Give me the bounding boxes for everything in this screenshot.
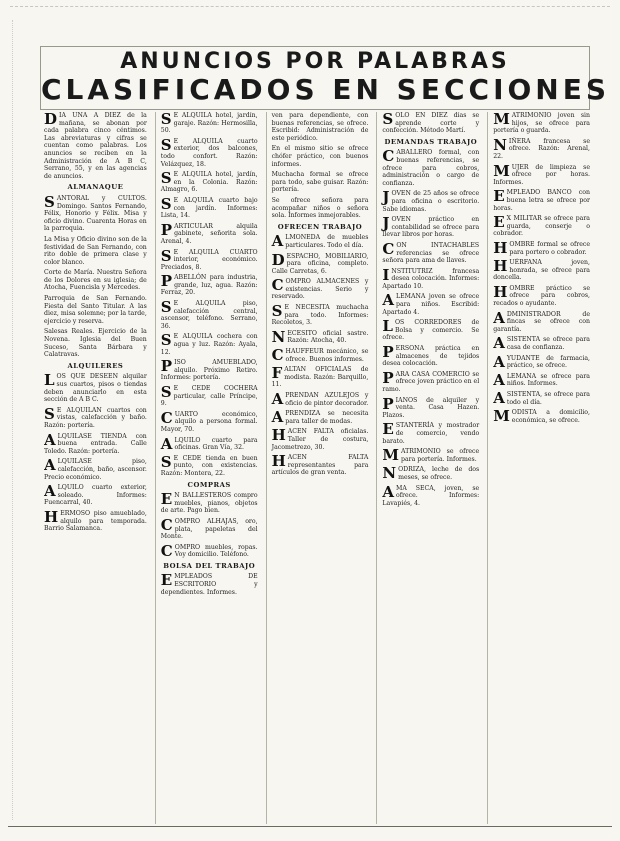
- ad-initial-letter: H: [271, 452, 286, 471]
- classified-ad: [493, 135, 590, 161]
- classified-ad: [382, 216, 479, 239]
- classified-ad: [161, 300, 258, 330]
- ad-text: OMPRO ALHAJAS, oro, plata, papeletas del Monte.: [160, 517, 258, 541]
- ad-initial-letter: L: [44, 371, 55, 390]
- ad-text: ODRIZA, leche de dos meses, se ofrece.: [398, 466, 480, 481]
- ad-text: IÑERA francesa se ofrece. Razón: Arenal, 22.: [493, 137, 590, 160]
- ad-text: OVEN de 25 años se ofrece para oficina o escritorio. Sabe idiomas.: [382, 190, 480, 213]
- classified-ad: [44, 112, 147, 180]
- classified-ad: [272, 234, 369, 249]
- ad-initial-letter: M: [493, 407, 510, 426]
- section-heading: COMPRAS: [187, 480, 231, 489]
- ad-text: ATRIMONIO joven sin hijos, se ofrece para portería o guarda.: [493, 112, 590, 135]
- ad-text: Parroquia de San Fernando. Fiesta del Santo Titular. A las diez, misa solemne; por la tarde, ejercicio y reserva.: [44, 295, 147, 325]
- ad-text: ESPACHO, MOBILIARIO, para oficina, completo. Calle Carretas, 6.: [271, 252, 369, 275]
- classified-ad: [44, 328, 147, 358]
- ad-text: ALTAN OFICIALAS de modista. Razón: Barquillo, 11.: [271, 366, 369, 389]
- classified-ad: [272, 304, 369, 327]
- classified-ad: [161, 274, 258, 297]
- ad-text: E ALQUILAN cuartos con vistas, calefacción y baño. Razón: portería.: [44, 406, 147, 429]
- classified-ad: [382, 190, 479, 213]
- ad-initial-letter: S: [44, 192, 55, 211]
- section-heading: ALMANAQUE: [67, 183, 124, 192]
- ad-text: OS QUE DESEEN alquilar sus cuartos, pisos o tiendas deben anunciarlo en esta sección de A B C.: [44, 373, 147, 404]
- ad-initial-letter: H: [493, 238, 508, 257]
- classified-ad: [272, 366, 369, 389]
- classified-ad: [272, 428, 369, 451]
- ad-text: LMONEDA de muebles particulares. Todo el día.: [285, 234, 369, 249]
- ad-text: SISTENTA se ofrece para casa de confianza.: [506, 336, 590, 352]
- column-2: [155, 112, 260, 824]
- ad-text: ÍA UNA A DIEZ de la mañana, se abonan por cada palabra cinco céntimos. Las abreviaturas y cifras se cuentan como palabras. Los anuncios se reciben en la Administración de A B C, Serrano, 55, y en las agencias de anuncios.: [44, 112, 147, 180]
- ad-text: UJER de limpieza se ofrece por horas. Informes.: [493, 163, 590, 186]
- ad-initial-letter: E: [493, 213, 505, 232]
- ad-text: ANTORAL y CULTOS. Domingo. Santos Fernando, Félix, Honorio y Félix. Misa y oficio divino. Cuarenta Horas en la parroquia.: [44, 194, 147, 233]
- ad-initial-letter: A: [382, 482, 395, 501]
- classified-ad: [382, 293, 479, 316]
- masthead-line-1: ANUNCIOS POR PALABRAS: [120, 49, 510, 74]
- ad-text: ODISTA a domicilio, económica, se ofrece.: [511, 409, 590, 424]
- ad-text: E CEDE COCHERA particular, calle Príncipe, 9.: [160, 385, 258, 408]
- classified-ad: [44, 269, 147, 292]
- ad-text: ON INTACHABLES referencias se ofrece señora para ama de llaves.: [382, 241, 480, 265]
- classified-ad: [160, 194, 258, 220]
- ad-initial-letter: E: [160, 490, 173, 509]
- ad-text: NSTITUTRIZ francesa desea colocación. Informes: Apartado 10.: [382, 267, 480, 290]
- ad-text: OVEN práctico en contabilidad se ofrece para llevar libros por horas.: [382, 216, 480, 239]
- section-heading: BOLSA DEL TRABAJO: [163, 561, 256, 570]
- classified-ad: [160, 434, 258, 453]
- classified-ad: [272, 171, 369, 194]
- ad-initial-letter: S: [160, 383, 172, 401]
- classified-ad: [160, 220, 258, 246]
- ad-initial-letter: A: [160, 434, 173, 453]
- ad-initial-letter: A: [493, 389, 505, 407]
- ad-initial-letter: S: [44, 404, 55, 423]
- classified-ad: [382, 448, 479, 463]
- classified-ad: [493, 409, 590, 424]
- ad-text: HAUFFEUR mecánico, se ofrece. Buenos informes.: [285, 348, 369, 363]
- section-heading: ALQUILERES: [67, 361, 124, 370]
- ad-initial-letter: S: [160, 452, 172, 471]
- ad-text: MA SECA, joven, se ofrece. Informes: Lavapiés, 4.: [382, 484, 480, 507]
- classified-ad: [161, 171, 258, 194]
- ad-text: Corte de María. Nuestra Señora de los Dolores en su iglesia; de Atocha, Fuencisla y Mercedes.: [44, 269, 147, 292]
- column-1: [44, 112, 149, 824]
- footer-rule: [8, 826, 612, 827]
- classified-ad: [272, 197, 369, 220]
- ad-text: OMBRE formal se ofrece para portero o cobrador.: [509, 240, 590, 256]
- ad-text: LEMANA se ofrece para niños. Informes.: [506, 372, 590, 388]
- classified-ad: [493, 259, 590, 282]
- classified-ad: [44, 192, 147, 233]
- classified-ad: [493, 352, 590, 371]
- classified-ad: [44, 373, 147, 403]
- ad-initial-letter: D: [44, 112, 58, 128]
- ad-initial-letter: P: [160, 357, 173, 376]
- ad-text: En el mismo sitio se ofrece chófer práctico, con buenos informes.: [271, 145, 369, 168]
- ad-initial-letter: A: [271, 232, 284, 251]
- ad-initial-letter: A: [271, 390, 284, 408]
- ad-text: ACEN FALTA representantes para artículos de gran venta.: [271, 454, 369, 477]
- ad-text: E ALQUILA hotel, jardín, en la Colonia. Razón: Almagro, 6.: [160, 171, 258, 194]
- classified-ad: [493, 189, 590, 212]
- ad-initial-letter: S: [160, 135, 172, 154]
- classified-ad: [44, 458, 147, 481]
- classified-ad: [271, 327, 369, 346]
- classified-ad: [271, 250, 369, 276]
- ad-initial-letter: C: [160, 515, 173, 534]
- ad-initial-letter: S: [160, 246, 172, 265]
- ad-text: MPLEADO BANCO con buena letra se ofrece por horas.: [493, 189, 590, 212]
- ad-initial-letter: N: [382, 464, 397, 483]
- classified-ad: [44, 236, 147, 266]
- top-decorative-border: [10, 6, 610, 21]
- classified-ad: [382, 345, 479, 368]
- ad-text: LQUILASE TIENDA con buena entrada. Calle Toledo. Razón: portería.: [44, 432, 147, 455]
- ad-initial-letter: J: [382, 188, 390, 207]
- ad-text: ERMOSO piso amueblado, alquilo para temporada. Barrio Salamanca.: [44, 509, 147, 533]
- ad-text: ARTICULAR alquila gabinete, señorita sola. Arenal, 4.: [160, 222, 258, 245]
- ad-text: E ALQUILA cuarto bajo con jardín. Informes: Lista, 14.: [160, 196, 258, 220]
- ad-text: E ALQUILA piso, calefacción central, ascensor, teléfono. Serrano, 36.: [160, 300, 258, 330]
- ad-text: E ALQUILA hotel, jardín, garaje. Razón: Hermosilla, 50.: [160, 112, 258, 135]
- ad-initial-letter: N: [271, 327, 286, 346]
- ad-text: ARA CASA COMERCIO se ofrece joven práctico en el ramo.: [382, 370, 480, 393]
- classified-ad: [382, 466, 479, 481]
- classified-ad: [272, 348, 369, 363]
- classified-ad: [272, 392, 369, 407]
- classified-ad: [493, 370, 590, 389]
- ad-initial-letter: C: [160, 541, 173, 560]
- ad-initial-letter: S: [160, 331, 172, 350]
- ad-initial-letter: A: [44, 482, 56, 501]
- ad-text: Salesas Reales. Ejercicio de la Novena. Iglesia del Buen Suceso, Santa Bárbara y Calatravas.: [44, 328, 147, 359]
- column-4: [376, 112, 481, 824]
- ad-initial-letter: M: [493, 112, 510, 128]
- ad-initial-letter: S: [382, 112, 394, 128]
- ad-initial-letter: D: [271, 250, 285, 269]
- classified-ad: [493, 215, 590, 238]
- ad-text: ABELLÓN para industria, grande, luz, agua. Razón: Ferraz, 20.: [160, 274, 258, 297]
- classified-ad: [44, 430, 147, 456]
- ad-text: OMPRO muebles, ropas. Voy domicilio. Teléfono.: [174, 543, 258, 559]
- classified-ad: [493, 308, 590, 334]
- classified-ad: [161, 385, 258, 408]
- ad-text: ACEN FALTA oficialas. Taller de costura, Jacometrezo, 30.: [271, 428, 369, 451]
- ad-initial-letter: E: [160, 571, 173, 590]
- section-masthead: [40, 46, 611, 110]
- ad-text: STANTERÍA y mostrador de comercio, vendo barato.: [382, 422, 480, 445]
- ad-initial-letter: F: [271, 364, 283, 383]
- ad-initial-letter: M: [493, 161, 510, 180]
- classified-ad: [160, 515, 258, 541]
- ad-text: PRENDAN AZULEJOS y oficio de pintor decorador.: [285, 392, 369, 407]
- classified-ad: [382, 368, 480, 394]
- ad-text: ECESITO oficial sastre. Razón: Atocha, 40.: [287, 329, 369, 345]
- classified-ad: [44, 404, 147, 430]
- ad-initial-letter: S: [160, 298, 172, 317]
- classified-ad: [161, 573, 258, 596]
- classified-ad: [160, 452, 258, 478]
- classified-ad: [382, 265, 480, 291]
- classified-ad: [160, 541, 258, 560]
- ad-initial-letter: P: [382, 394, 394, 413]
- classified-ad: [44, 295, 147, 325]
- ad-text: ÓLO EN DIEZ días se aprende corte y confección. Método Martí.: [382, 112, 480, 135]
- ad-text: OMPRO ALMACENES y existencias. Serio y reservado.: [271, 278, 369, 301]
- classified-ad: [161, 492, 258, 515]
- ad-initial-letter: A: [493, 334, 505, 353]
- ad-initial-letter: N: [493, 135, 507, 154]
- ad-text: SISTENTA, se ofrece para todo el día.: [506, 391, 590, 406]
- classified-ad: [493, 282, 590, 308]
- classified-ad: [272, 410, 369, 425]
- ad-text: La Misa y Oficio divino son de la festividad de San Fernando, con rito doble de primera clase y color blanco.: [44, 235, 147, 266]
- ad-initial-letter: L: [382, 317, 393, 336]
- ad-initial-letter: E: [382, 420, 394, 439]
- ad-text: MPLEADOS DE ESCRITORIO y dependientes. Informes.: [160, 573, 258, 596]
- classified-ad: [382, 394, 480, 420]
- ad-text: Muchacha formal se ofrece para todo, sabe guisar. Razón: portería.: [271, 171, 369, 194]
- ad-initial-letter: P: [160, 272, 173, 291]
- classified-ad: [44, 507, 147, 533]
- ad-initial-letter: C: [382, 147, 395, 166]
- ad-initial-letter: A: [271, 408, 284, 427]
- ad-initial-letter: J: [382, 214, 390, 233]
- ad-text: LEMANA joven se ofrece para niños. Escribid: Apartado 4.: [382, 293, 480, 316]
- classified-ad: [382, 149, 479, 187]
- ad-initial-letter: P: [160, 220, 173, 239]
- column-3: [266, 112, 371, 824]
- ad-initial-letter: S: [160, 169, 172, 188]
- ad-text: YUDANTE de farmacia, práctico, se ofrece.: [506, 354, 590, 370]
- classified-ad: [493, 238, 590, 257]
- ad-initial-letter: P: [382, 368, 394, 387]
- ad-initial-letter: A: [493, 352, 505, 371]
- classified-ad: [272, 145, 369, 168]
- ad-initial-letter: E: [493, 187, 505, 206]
- ad-initial-letter: P: [382, 343, 394, 362]
- ad-initial-letter: C: [382, 239, 395, 258]
- classified-ad: [272, 278, 369, 301]
- ad-text: X MILITAR se ofrece para guarda, conserje o cobrador.: [493, 215, 590, 238]
- classified-ad: [382, 319, 479, 342]
- section-heading: DEMANDAS TRABAJO: [384, 137, 478, 146]
- ad-initial-letter: A: [493, 370, 505, 389]
- classified-ad: [161, 333, 258, 356]
- ad-initial-letter: C: [271, 276, 284, 295]
- ad-text: UARTO económico, alquilo a persona formal. Mayor, 70.: [160, 410, 258, 433]
- column-5: [487, 112, 592, 824]
- ad-initial-letter: I: [382, 265, 390, 284]
- classified-ad: [44, 484, 147, 507]
- classified-ad: [382, 422, 479, 445]
- ad-text: IANOS de alquiler y venta. Casa Hazen. Plazos.: [382, 396, 480, 419]
- classified-ad: [493, 391, 590, 406]
- classified-ad: [382, 112, 479, 135]
- classified-ad: [493, 112, 590, 135]
- classified-ad: [161, 359, 258, 382]
- classified-ad: [382, 239, 480, 265]
- ad-text: E ALQUILA cuarto exterior, dos balcones, todo confort. Razón: Velázquez, 18.: [160, 137, 258, 168]
- ad-text: ATRIMONIO se ofrece para portería. Informes.: [401, 448, 480, 463]
- ad-text: E ALQUILA cochera con agua y luz. Razón: Ayala, 12.: [160, 333, 258, 356]
- classified-ad: [160, 246, 258, 272]
- classified-ad: [160, 408, 258, 434]
- ad-text: DMINISTRADOR de fincas se ofrece con garantía.: [493, 310, 590, 333]
- ad-text: ven para dependiente, con buenas referencias, se ofrece. Escribid: Administración de este periódico.: [271, 112, 369, 142]
- ad-text: E NECESITA muchacha para todo. Informes: Recoletos, 3.: [271, 304, 369, 327]
- classified-ad: [493, 336, 590, 351]
- ad-text: OMBRE práctico se ofrece para cobros, recados o ayudante.: [493, 284, 590, 308]
- ad-text: ISO AMUEBLADO, alquilo. Próximo Retiro. Informes: portería.: [160, 359, 258, 382]
- ad-text: ABALLERO formal, con buenas referencias, se ofrece para cobros, administración o cargo de confianza.: [382, 149, 480, 187]
- ad-initial-letter: A: [44, 430, 56, 449]
- ad-text: N BALLESTEROS compro muebles, pianos, objetos de arte. Pago bien.: [160, 492, 258, 515]
- ad-text: Se ofrece señora para acompañar niños o señora sola. Informes inmejorables.: [271, 196, 369, 220]
- ad-initial-letter: C: [271, 346, 284, 365]
- classified-ad: [272, 454, 369, 477]
- ad-text: E ALQUILA CUARTO interior, económico. Preciados, 8.: [160, 248, 258, 271]
- ad-text: LQUILASE piso, calefacción, baño, ascensor. Precio económico.: [44, 458, 147, 481]
- classified-ad: [382, 482, 480, 508]
- ad-text: PRENDIZA se necesita para taller de modas.: [285, 410, 369, 425]
- masthead-line-2: CLASIFICADOS EN SECCIONES: [41, 73, 611, 106]
- ad-initial-letter: S: [160, 194, 172, 213]
- ad-text: UÉRFANA joven, honrada, se ofrece para doncella.: [493, 259, 590, 282]
- classified-ad: [493, 161, 590, 187]
- ad-initial-letter: S: [160, 112, 172, 128]
- section-heading: OFRECEN TRABAJO: [277, 222, 363, 231]
- ad-initial-letter: A: [44, 456, 56, 475]
- classified-columns: [44, 112, 592, 824]
- ad-initial-letter: H: [44, 507, 59, 526]
- ad-initial-letter: C: [160, 408, 173, 427]
- left-margin-rule: [12, 20, 14, 820]
- ad-text: LQUILO cuarto exterior, soleado. Informes: Fuencarral, 40.: [44, 484, 147, 507]
- classified-ad: [272, 112, 369, 142]
- ad-text: E CEDE tienda en buen punto, con existencias. Razón: Montera, 22.: [160, 454, 258, 477]
- ad-initial-letter: M: [382, 446, 399, 465]
- classified-ad: [160, 135, 258, 168]
- ad-initial-letter: S: [271, 302, 283, 321]
- ad-initial-letter: H: [271, 426, 286, 445]
- classified-ad: [161, 112, 258, 135]
- ad-initial-letter: A: [382, 291, 395, 310]
- ad-text: ERSONA práctica en almacenes de tejidos desea colocación.: [382, 345, 480, 368]
- ad-text: OS CORREDORES de Bolsa y comercio. Se ofrece.: [382, 319, 480, 342]
- ad-initial-letter: A: [493, 308, 505, 327]
- ad-initial-letter: H: [493, 257, 508, 276]
- ad-text: LQUILO cuarto para oficinas. Gran Vía, 32.: [174, 436, 258, 452]
- ad-initial-letter: H: [493, 282, 508, 301]
